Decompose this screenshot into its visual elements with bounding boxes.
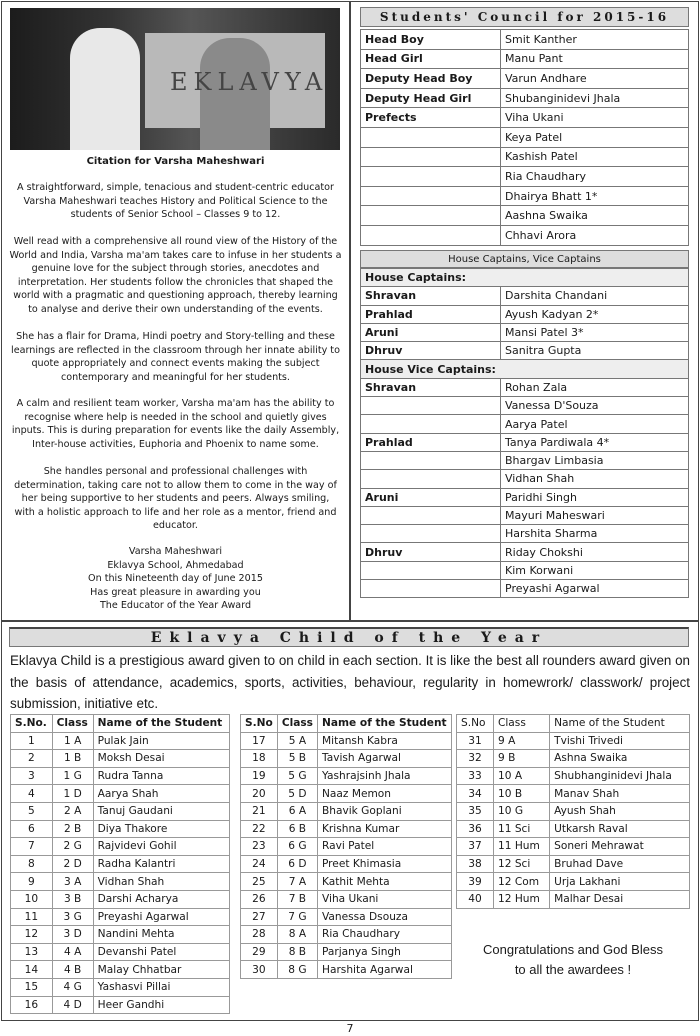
- table-row: [457, 890, 690, 908]
- student-name: Radha Kalantri: [93, 855, 229, 873]
- presenter-figure: [70, 28, 140, 150]
- table-row: [11, 908, 230, 926]
- house-table: [360, 268, 689, 598]
- serial-number: 22: [241, 820, 278, 838]
- house-row: [361, 506, 689, 524]
- serial-number: 4: [11, 785, 53, 803]
- column-header: Name of the Student: [317, 715, 451, 733]
- child-of-year-description: Eklavya Child is a prestigious award given to on child in each section. It is like the best all rounders award given on the basis of attendance, academics, sports, activities, behaviour, regularity in homewrork/ classwork/ project submission, initiative etc.: [10, 653, 690, 711]
- serial-number: 16: [11, 996, 53, 1014]
- table-row: [241, 838, 452, 856]
- serial-number: 32: [457, 750, 494, 768]
- student-name: Rudra Tanna: [93, 767, 229, 785]
- student-name: Malhar Desai: [550, 890, 690, 908]
- council-role: [361, 167, 501, 187]
- table-row: [11, 802, 230, 820]
- column-header: Name of the Student: [93, 715, 229, 733]
- student-name: Rohan Zala: [501, 378, 689, 396]
- student-name: Bruhad Dave: [550, 855, 690, 873]
- council-role: [361, 206, 501, 226]
- house-row: [361, 378, 689, 396]
- class: 10 B: [493, 785, 549, 803]
- house-row: [361, 323, 689, 341]
- council-role: Deputy Head Girl: [361, 88, 501, 108]
- student-name: Ria Chaudhary: [317, 926, 451, 944]
- class: 7 B: [277, 890, 317, 908]
- student-name: Aarya Shah: [93, 785, 229, 803]
- table-row: [11, 785, 230, 803]
- column-header: Class: [493, 715, 549, 733]
- table-row: [241, 750, 452, 768]
- award-photo: [10, 8, 340, 150]
- student-name: Pulak Jain: [93, 732, 229, 750]
- student-name: Tanuj Gaudani: [93, 802, 229, 820]
- table-row: [11, 978, 230, 996]
- table-row: [457, 802, 690, 820]
- serial-number: 31: [457, 732, 494, 750]
- class: 2 B: [52, 820, 93, 838]
- student-name: Krishna Kumar: [317, 820, 451, 838]
- table-row: [11, 961, 230, 979]
- house-name: [361, 470, 501, 488]
- table-header: [11, 715, 230, 733]
- student-name: Bhavik Goplani: [317, 802, 451, 820]
- table-row: [11, 750, 230, 768]
- table-row: [457, 838, 690, 856]
- student-name: Mayuri Maheswari: [501, 506, 689, 524]
- student-name: Ayush Kadyan 2*: [501, 305, 689, 323]
- table-row: [457, 732, 690, 750]
- table-row: [241, 943, 452, 961]
- student-name: Harshita Agarwal: [317, 961, 451, 979]
- student-name: Riday Chokshi: [501, 543, 689, 561]
- table-row: [11, 926, 230, 944]
- class: 5 G: [277, 767, 317, 785]
- council-role: Prefects: [361, 108, 501, 128]
- council-row: [361, 88, 689, 108]
- house-name: [361, 451, 501, 469]
- table-row: [457, 820, 690, 838]
- serial-number: 1: [11, 732, 53, 750]
- class: 7 A: [277, 873, 317, 891]
- class: 4 G: [52, 978, 93, 996]
- serial-number: 8: [11, 855, 53, 873]
- class: 10 A: [493, 767, 549, 785]
- page-number: 7: [346, 1022, 354, 1035]
- house-name: [361, 561, 501, 579]
- serial-number: 36: [457, 820, 494, 838]
- student-name: Mansi Patel 3*: [501, 323, 689, 341]
- student-name: Utkarsh Raval: [550, 820, 690, 838]
- student-name: Devanshi Patel: [93, 943, 229, 961]
- council-row: [361, 49, 689, 69]
- house-row: [361, 525, 689, 543]
- student-name: Darshi Acharya: [93, 890, 229, 908]
- class: 3 B: [52, 890, 93, 908]
- student-name: Naaz Memon: [317, 785, 451, 803]
- signoff-line: Has great pleasure in awarding you: [90, 586, 261, 598]
- serial-number: 18: [241, 750, 278, 768]
- serial-number: 33: [457, 767, 494, 785]
- student-name: Mitansh Kabra: [317, 732, 451, 750]
- council-name: Viha Ukani: [501, 108, 689, 128]
- serial-number: 2: [11, 750, 53, 768]
- class: 2 G: [52, 838, 93, 856]
- table-row: [11, 855, 230, 873]
- student-name: Viha Ukani: [317, 890, 451, 908]
- student-name: Malay Chhatbar: [93, 961, 229, 979]
- class: 4 D: [52, 996, 93, 1014]
- table-row: [11, 820, 230, 838]
- column-header: S.No.: [11, 715, 53, 733]
- council-name: Dhairya Bhatt 1*: [501, 186, 689, 206]
- student-name: Aarya Patel: [501, 415, 689, 433]
- class: 5 B: [277, 750, 317, 768]
- serial-number: 12: [11, 926, 53, 944]
- house-row: [361, 488, 689, 506]
- student-name: Parjanya Singh: [317, 943, 451, 961]
- council-name: Chhavi Arora: [501, 225, 689, 245]
- class: 1 A: [52, 732, 93, 750]
- council-role: [361, 127, 501, 147]
- class: 3 G: [52, 908, 93, 926]
- serial-number: 37: [457, 838, 494, 856]
- council-row: [361, 167, 689, 187]
- class: 8 B: [277, 943, 317, 961]
- student-name: Tvishi Trivedi: [550, 732, 690, 750]
- student-name: Preet Khimasia: [317, 855, 451, 873]
- table-row: [241, 855, 452, 873]
- council-role: [361, 186, 501, 206]
- class: 3 D: [52, 926, 93, 944]
- class: 5 D: [277, 785, 317, 803]
- house-name: Aruni: [361, 488, 501, 506]
- student-name: Ravi Patel: [317, 838, 451, 856]
- council-row: [361, 206, 689, 226]
- student-name: Soneri Mehrawat: [550, 838, 690, 856]
- serial-number: 24: [241, 855, 278, 873]
- serial-number: 15: [11, 978, 53, 996]
- council-role: [361, 147, 501, 167]
- class: 12 Sci: [493, 855, 549, 873]
- class: 8 G: [277, 961, 317, 979]
- serial-number: 20: [241, 785, 278, 803]
- council-row: [361, 30, 689, 50]
- class: 5 A: [277, 732, 317, 750]
- serial-number: 39: [457, 873, 494, 891]
- house-name: [361, 506, 501, 524]
- serial-number: 25: [241, 873, 278, 891]
- table-row: [457, 785, 690, 803]
- student-name: Ayush Shah: [550, 802, 690, 820]
- student-name: Bhargav Limbasia: [501, 451, 689, 469]
- citation-paragraph: She handles personal and professional challenges with determination, taking care not to allow them to come in the way of her being supportive to her students and peers. Always smiling, with a holistic approach to life and her role as a mentor, friend and educator.: [14, 466, 337, 531]
- table-row: [457, 750, 690, 768]
- class: 1 G: [52, 767, 93, 785]
- class: 2 A: [52, 802, 93, 820]
- student-name: Diya Thakore: [93, 820, 229, 838]
- house-subheader: [361, 360, 689, 378]
- house-name: [361, 397, 501, 415]
- serial-number: 23: [241, 838, 278, 856]
- signoff-line: The Educator of the Year Award: [99, 600, 252, 611]
- serial-number: 3: [11, 767, 53, 785]
- class: 6 G: [277, 838, 317, 856]
- serial-number: 11: [11, 908, 53, 926]
- house-name: [361, 415, 501, 433]
- student-name: Nandini Mehta: [93, 926, 229, 944]
- serial-number: 10: [11, 890, 53, 908]
- house-row: [361, 397, 689, 415]
- table-row: [11, 996, 230, 1014]
- student-name: Ashna Swaika: [550, 750, 690, 768]
- citation-paragraph: A calm and resilient team worker, Varsha ma'am has the ability to recognise where help is needed in the school and quietly gives inputs. This is during preparation for events like the daily Assembly, Inter-house activities, Euphoria and Phoenix to name some.: [11, 398, 340, 450]
- house-title: House Captains, Vice Captains: [360, 250, 689, 268]
- class: 10 G: [493, 802, 549, 820]
- house-row: [361, 470, 689, 488]
- house-name: Prahlad: [361, 305, 501, 323]
- council-role: Deputy Head Boy: [361, 69, 501, 89]
- house-row: [361, 580, 689, 598]
- council-row: [361, 108, 689, 128]
- student-name: Heer Gandhi: [93, 996, 229, 1014]
- table-row: [241, 961, 452, 979]
- house-name: Shravan: [361, 378, 501, 396]
- student-name: Vidhan Shah: [93, 873, 229, 891]
- serial-number: 13: [11, 943, 53, 961]
- student-name: Tanya Pardiwala 4*: [501, 433, 689, 451]
- council-name: Shubanginidevi Jhala: [501, 88, 689, 108]
- class: 9 B: [493, 750, 549, 768]
- student-name: Vanessa D'Souza: [501, 397, 689, 415]
- table-row: [457, 855, 690, 873]
- house-subheader-label: House Vice Captains:: [361, 360, 689, 378]
- house-name: [361, 580, 501, 598]
- house-name: Shravan: [361, 287, 501, 305]
- class: 1 B: [52, 750, 93, 768]
- congrats-line: to all the awardees !: [514, 962, 632, 977]
- student-name: Sanitra Gupta: [501, 342, 689, 360]
- serial-number: 35: [457, 802, 494, 820]
- citation-paragraph: She has a flair for Drama, Hindi poetry and Story-telling and these learnings are reflected in the classroom through her innate ability to quote appropriately and connect events making the subject contemporary and meaningful for her students.: [11, 331, 340, 383]
- student-name: Darshita Chandani: [501, 287, 689, 305]
- awardee-table: [456, 714, 690, 909]
- council-row: [361, 186, 689, 206]
- awardee-table: [240, 714, 452, 979]
- serial-number: 5: [11, 802, 53, 820]
- serial-number: 38: [457, 855, 494, 873]
- house-row: [361, 305, 689, 323]
- eklavya-banner-text: EKLAVYA: [170, 68, 329, 96]
- house-row: [361, 561, 689, 579]
- class: 7 G: [277, 908, 317, 926]
- student-name: Yashrajsinh Jhala: [317, 767, 451, 785]
- signoff-line: Eklavya School, Ahmedabad: [107, 559, 244, 571]
- citation-paragraph: Well read with a comprehensive all round view of the History of the World and India, Varsha ma'am takes care to infuse in her students a genuine love for the subject through stories, anecdotes and interpretation. Her students follow the chronicles that shaped the world with a pragmatic and questioning approach, thereby learning to analyse and derive their own understanding of the events.: [9, 236, 342, 315]
- council-name: Aashna Swaika: [501, 206, 689, 226]
- council-row: [361, 225, 689, 245]
- student-name: Moksh Desai: [93, 750, 229, 768]
- congratulations-note: [456, 940, 690, 980]
- class: 4 B: [52, 961, 93, 979]
- serial-number: 14: [11, 961, 53, 979]
- table-row: [241, 820, 452, 838]
- table-row: [11, 767, 230, 785]
- house-name: Prahlad: [361, 433, 501, 451]
- table-row: [11, 732, 230, 750]
- council-table: [360, 29, 689, 246]
- house-row: [361, 287, 689, 305]
- table-row: [241, 873, 452, 891]
- serial-number: 30: [241, 961, 278, 979]
- column-header: Class: [277, 715, 317, 733]
- council-role: [361, 225, 501, 245]
- class: 12 Com: [493, 873, 549, 891]
- signoff-line: On this Nineteenth day of June 2015: [88, 573, 263, 584]
- serial-number: 28: [241, 926, 278, 944]
- class: 9 A: [493, 732, 549, 750]
- column-header: S.No: [241, 715, 278, 733]
- house-row: [361, 451, 689, 469]
- student-name: Vanessa Dsouza: [317, 908, 451, 926]
- class: 8 A: [277, 926, 317, 944]
- serial-number: 9: [11, 873, 53, 891]
- class: 11 Hum: [493, 838, 549, 856]
- class: 12 Hum: [493, 890, 549, 908]
- house-name: [361, 525, 501, 543]
- council-title: Students' Council for 2015-16: [360, 7, 689, 27]
- class: 4 A: [52, 943, 93, 961]
- house-subheader-label: House Captains:: [361, 269, 689, 287]
- citation-signoff: [8, 545, 343, 613]
- house-name: Aruni: [361, 323, 501, 341]
- class: 6 A: [277, 802, 317, 820]
- council-name: Smit Kanther: [501, 30, 689, 50]
- congrats-line: Congratulations and God Bless: [483, 942, 663, 957]
- council-name: Ria Chaudhary: [501, 167, 689, 187]
- council-name: Keya Patel: [501, 127, 689, 147]
- class: 11 Sci: [493, 820, 549, 838]
- student-name: Manav Shah: [550, 785, 690, 803]
- class: 6 D: [277, 855, 317, 873]
- signoff-line: Varsha Maheshwari: [128, 546, 223, 557]
- student-name: Preyashi Agarwal: [501, 580, 689, 598]
- house-name: Dhruv: [361, 543, 501, 561]
- table-row: [11, 890, 230, 908]
- student-name: Paridhi Singh: [501, 488, 689, 506]
- house-name: Dhruv: [361, 342, 501, 360]
- council-row: [361, 69, 689, 89]
- serial-number: 29: [241, 943, 278, 961]
- council-name: Kashish Patel: [501, 147, 689, 167]
- serial-number: 26: [241, 890, 278, 908]
- column-header: Name of the Student: [550, 715, 690, 733]
- council-role: Head Girl: [361, 49, 501, 69]
- table-header: [241, 715, 452, 733]
- citation-title: Citation for Varsha Maheshwari: [86, 156, 265, 167]
- citation-paragraph: A straightforward, simple, tenacious and student-centric educator Varsha Maheshwari teaches History and Political Science to the students of Senior School – Classes 9 to 12.: [17, 182, 334, 220]
- council-role: Head Boy: [361, 30, 501, 50]
- student-name: Rajvidevi Gohil: [93, 838, 229, 856]
- column-header: S.No: [457, 715, 494, 733]
- class: 3 A: [52, 873, 93, 891]
- serial-number: 21: [241, 802, 278, 820]
- council-name: Manu Pant: [501, 49, 689, 69]
- council-row: [361, 147, 689, 167]
- house-subheader: [361, 269, 689, 287]
- student-name: Yashasvi Pillai: [93, 978, 229, 996]
- house-row: [361, 342, 689, 360]
- serial-number: 17: [241, 732, 278, 750]
- table-row: [241, 732, 452, 750]
- serial-number: 7: [11, 838, 53, 856]
- table-row: [241, 890, 452, 908]
- table-row: [457, 873, 690, 891]
- table-row: [241, 767, 452, 785]
- house-row: [361, 415, 689, 433]
- serial-number: 27: [241, 908, 278, 926]
- student-name: Preyashi Agarwal: [93, 908, 229, 926]
- class: 6 B: [277, 820, 317, 838]
- student-name: Vidhan Shah: [501, 470, 689, 488]
- table-row: [11, 838, 230, 856]
- child-of-year-title: Eklavya Child of the Year: [9, 627, 689, 647]
- table-row: [11, 943, 230, 961]
- council-row: [361, 127, 689, 147]
- table-row: [241, 926, 452, 944]
- student-name: Shubhanginidevi Jhala: [550, 767, 690, 785]
- council-name: Varun Andhare: [501, 69, 689, 89]
- table-row: [241, 785, 452, 803]
- serial-number: 6: [11, 820, 53, 838]
- table-row: [241, 802, 452, 820]
- class: 2 D: [52, 855, 93, 873]
- serial-number: 34: [457, 785, 494, 803]
- awardee-table: [10, 714, 230, 1014]
- student-name: Harshita Sharma: [501, 525, 689, 543]
- serial-number: 40: [457, 890, 494, 908]
- column-header: Class: [52, 715, 93, 733]
- student-name: Kim Korwani: [501, 561, 689, 579]
- table-header: [457, 715, 690, 733]
- table-row: [11, 873, 230, 891]
- class: 1 D: [52, 785, 93, 803]
- table-row: [457, 767, 690, 785]
- house-row: [361, 543, 689, 561]
- student-name: Tavish Agarwal: [317, 750, 451, 768]
- student-name: Kathit Mehta: [317, 873, 451, 891]
- student-name: Urja Lakhani: [550, 873, 690, 891]
- table-row: [241, 908, 452, 926]
- serial-number: 19: [241, 767, 278, 785]
- house-row: [361, 433, 689, 451]
